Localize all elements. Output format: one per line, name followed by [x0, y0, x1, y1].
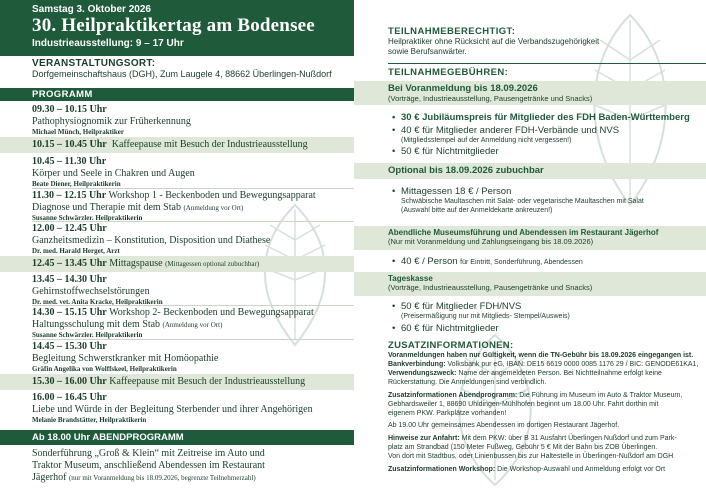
fee-item-text: 50 € für Mitglieder FDH/NVS [401, 301, 522, 312]
item-time: 16.00 – 16.45 Uhr [32, 392, 107, 403]
item-time: 12.00 – 12.45 Uhr [32, 223, 107, 234]
item-speaker: Michael Münch, Heilpraktiker [32, 128, 124, 136]
item-title: Begleitung Schwerstkranker mit Homöopathie [32, 353, 219, 364]
eligibility-text: sowie Berufsanwärter. [388, 47, 467, 56]
fee-item-text: 40 € / Person [401, 256, 458, 267]
fee-item-sub: (Preisermäßigung nur mit Mitglieds- Stempel/Ausweis) [401, 313, 570, 320]
item-time: 14.30 – 15.15 Uhr [32, 307, 107, 318]
item-title: Liebe und Würde in der Begleitung Sterbender und ihrer Angehörigen [32, 404, 313, 415]
item-speaker: Beate Diener, Heilpraktikerin [32, 180, 121, 188]
info-paragraph: platz am Strandbad (150 Meter Fußweg, Gebühr 5 € Mit der Bahn bis ZOB Überlingen. [388, 444, 658, 451]
item-note: (Anmeldung vor Ort) [162, 321, 223, 329]
fee-item-sub: Schwäbische Maultaschen mit Salat- oder vegetarische Maultaschen mit Salat [401, 198, 644, 205]
program-item [32, 190, 354, 223]
info-paragraph: Volksbank pur eG, IBAN: DE15 6619 0000 0085 1176 29 / BIC: GENODE61KA1, [447, 361, 699, 368]
fees-optional-band [354, 163, 706, 179]
info-label: Bankverbindung: [388, 361, 446, 368]
fees-early-title: Bei Voranmeldung bis 18.09.2026 [388, 83, 538, 94]
evening-line: Jägerhof [32, 472, 67, 483]
program-break [0, 137, 354, 153]
fees-door-band [354, 272, 706, 296]
fee-item-text: 40 € für Mitglieder anderer FDH-Verbände und NVS [401, 125, 620, 136]
info-heading: ZUSATZINFORMATIONEN: [388, 340, 514, 351]
item-speaker: Susanne Schwärzler. Heilpraktikerin [32, 214, 143, 222]
fee-item-sub: (Auswahl bitte auf der Anmeldekarte ankreuzen!) [401, 207, 553, 214]
program-item [32, 223, 354, 256]
expo-hours: Industrieausstellung: 9 – 17 Uhr [32, 38, 184, 49]
eligibility-heading: TEILNAHMEBERECHTIGT: [388, 26, 516, 37]
fee-item-text: 30 € Jubiläumspreis für Mitglieder des FDH Baden-Württemberg [401, 112, 690, 123]
item-title: Gehirnstoffwechselstörungen [32, 286, 150, 297]
fee-item: • 60 € für Nichtmitglieder [392, 323, 499, 334]
evening-heading: Ab 18.00 Uhr ABENDPROGRAMM [0, 430, 354, 445]
fee-item-text: Mittagessen 18 € / Person [401, 186, 512, 197]
eligibility-text: Heilpraktiker ohne Rücksicht auf die Verbandszugehörigkeit [388, 37, 600, 46]
fees-evening-band [354, 226, 706, 250]
evening-line: Traktor Museum, anschließend Abendessen im Restaurant [32, 460, 265, 471]
fee-item: • 40 € / Person für Eintritt, Sonderführung, Abendessen [392, 256, 583, 267]
program-item [32, 274, 354, 307]
item-title-2: Diagnose und Therapie mit dem Stab [32, 202, 181, 213]
item-time: 10.15 – 10.45 Uhr [32, 139, 107, 150]
item-title: Kaffeepause mit Besuch der Industrieausstellung [109, 376, 306, 387]
fee-item: • 40 € für Mitglieder anderer FDH-Verbände und NVS (Mitgliedsstempel auf der Anmeldung nicht vergessen!) [392, 125, 620, 144]
evening-line: Sonderführung „Groß & Klein“ mit Zeitreise im Auto und [32, 448, 265, 459]
program-break [0, 256, 354, 272]
item-title: Ganzheitsmedizin – Konstitution, Disposition und Diathese [32, 235, 271, 246]
item-time: 11.30 – 12.15 Uhr [32, 190, 107, 201]
divider [32, 188, 354, 189]
info-label: Zusatzinformationen Workshop: [388, 466, 496, 473]
fees-heading: TEILNAHMEGEBÜHREN: [388, 67, 509, 78]
info-paragraph: eigenem PKW. Parkplätze vorhanden! [388, 410, 507, 417]
item-time: 12.45 – 13.45 Uhr [32, 258, 107, 269]
item-title: Mittagspause [109, 258, 163, 269]
info-paragraph: Rückerstattung. Die Anmeldungen sind verbindlich. [388, 379, 547, 386]
info-section [388, 340, 706, 474]
item-speaker: Susanne Schwärzler. Heilpraktikerin [32, 331, 143, 339]
item-note: (Anmeldung vor Ort) [183, 204, 244, 212]
item-title: Pathophysiognomik zur Früherkennung [32, 116, 191, 127]
fees-evening-title: Abendliche Museumsführung und Abendessen im Restaurant Jägerhof [388, 228, 659, 237]
venue-heading: VERANSTALTUNGSORT: [32, 58, 156, 69]
fee-item: • 50 € für Nichtmitglieder [392, 146, 499, 157]
info-label: Zusatzinformationen Abendprogramm: [388, 392, 518, 399]
info-paragraph: Die Workshop-Auswahl und Anmeldung erfolgt vor Ort [497, 466, 666, 473]
fee-item: • Mittagessen 18 € / Person Schwäbische Maultaschen mit Salat- oder vegetarische Maultaschen mit Salat (Auswahl bitte auf der Anmeldekarte ankreuzen!) [392, 186, 644, 214]
fee-item: • 50 € für Mitglieder FDH/NVS (Preisermäßigung nur mit Mitglieds- Stempel/Ausweis) [392, 301, 570, 320]
item-speaker: Melanie Brandstätter, Heilpraktikerin [32, 416, 147, 424]
eligibility-section [388, 26, 706, 57]
evening-program [32, 448, 354, 484]
info-label: Hinweise zur Anfahrt: [388, 435, 460, 442]
info-paragraph: Name der angemeldeten Person. Bei Nichtteilnahme erfolgt keine [458, 370, 662, 377]
item-time: 09.30 – 10.15 Uhr [32, 104, 107, 115]
fees-early-band [354, 81, 706, 105]
venue-address: Dorfgemeinschaftshaus (DGH), Zum Laugele 4, 88662 Überlingen-Nußdorf [32, 69, 332, 79]
program-item [32, 392, 354, 425]
info-paragraph: Mit dem PKW: über B 31 Ausfahrt Überlingen Nußdorf und zum Park- [461, 435, 677, 442]
divider [32, 339, 354, 340]
program-item [32, 307, 354, 340]
item-title: Workshop 1 - Beckenboden und Bewegungsapparat [108, 190, 316, 201]
item-time: 13.45 – 14.30 Uhr [32, 274, 107, 285]
fee-item-text: 60 € für Nichtmitglieder [401, 323, 499, 334]
fees-optional-title: Optional bis 18.09.2026 zubuchbar [388, 165, 544, 176]
info-label: Verwendungszweck: [388, 370, 457, 377]
fees-door-title: Tageskasse [388, 274, 433, 283]
item-note: (Mittagessen optional zubuchbar) [165, 260, 260, 268]
divider [32, 305, 354, 306]
event-date: Samstag 3. Oktober 2026 [32, 4, 151, 15]
item-title-2: Haltungsschulung mit dem Stab [32, 319, 161, 330]
fees-evening-sub: (Nur mit Voranmeldung und Zahlungseingang bis 18.09.2026) [388, 237, 594, 246]
fees-door-sub: (Vorträge, Industrieausstellung, Pausengetränke und Snacks) [388, 283, 593, 292]
info-paragraph: Von dort mit Stadtbus, oder Linienbussen bis zur Haltestelle in Überlingen-Nußdorf am DGH [388, 453, 674, 460]
info-paragraph: Gebhardsweiler 1, 88690 Uhldingen-Mühlhofen beginnt um 18.00 Uhr. Fahrt dorthin mit [388, 401, 659, 408]
program-break [0, 374, 354, 390]
info-paragraph: Ab 19.00 Uhr gemeinsames Abendessen im dortigen Restaurant Jägerhof. [388, 422, 620, 429]
header-banner [0, 0, 354, 56]
fee-item-text: 50 € für Nichtmitglieder [401, 146, 499, 157]
item-time: 10.45 – 11.30 Uhr [32, 156, 107, 167]
item-time: 15.30 – 16.00 Uhr [32, 376, 107, 387]
info-paragraph: Voranmeldungen haben nur Gültigkeit, wenn die TN-Gebühr bis 18.09.2026 eingegangen ist. [388, 352, 694, 359]
item-title: Kaffeepause mit Besuch der Industrieausstellung [111, 139, 308, 150]
right-column [354, 0, 706, 496]
item-speaker: Dr. med. vet. Anita Kracke, Heilpraktikerin [32, 298, 163, 306]
program-heading: PROGRAMM [0, 88, 354, 101]
fee-item-note: für Eintritt, Sonderführung, Abendessen [460, 259, 583, 266]
program-item [32, 104, 354, 137]
item-speaker: Dr. med. Harald Herget, Arzt [32, 247, 120, 255]
divider [388, 63, 706, 64]
divider [32, 221, 354, 222]
fee-item: • 30 € Jubiläumspreis für Mitglieder des FDH Baden-Württemberg [392, 112, 690, 123]
program-item [32, 156, 354, 189]
fees-early-sub: (Vorträge, Industrieausstellung, Pausengetränke und Snacks) [388, 94, 593, 103]
program-item [32, 341, 354, 374]
item-speaker: Gräfin Angelika von Wolffskeel, Heilpraktikerin [32, 365, 177, 373]
item-title: Workshop 2- Beckenboden und Bewegungsapparat [109, 307, 314, 318]
info-paragraph: Die Führung im Museum im Auto & Traktor Museum, [519, 392, 683, 399]
item-time: 14.45 – 15.30 Uhr [32, 341, 107, 352]
fee-item-sub: (Mitgliedsstempel auf der Anmeldung nicht vergessen!) [401, 137, 572, 144]
evening-note: (nur mit Voranmeldung bis 18.09.2026, begrenzte Teilnehmerzahl) [68, 474, 256, 482]
item-title: Körper und Seele in Chakren und Augen [32, 168, 195, 179]
venue-section [32, 58, 354, 79]
page-title: 30. Heilpraktikertag am Bodensee [32, 15, 315, 36]
